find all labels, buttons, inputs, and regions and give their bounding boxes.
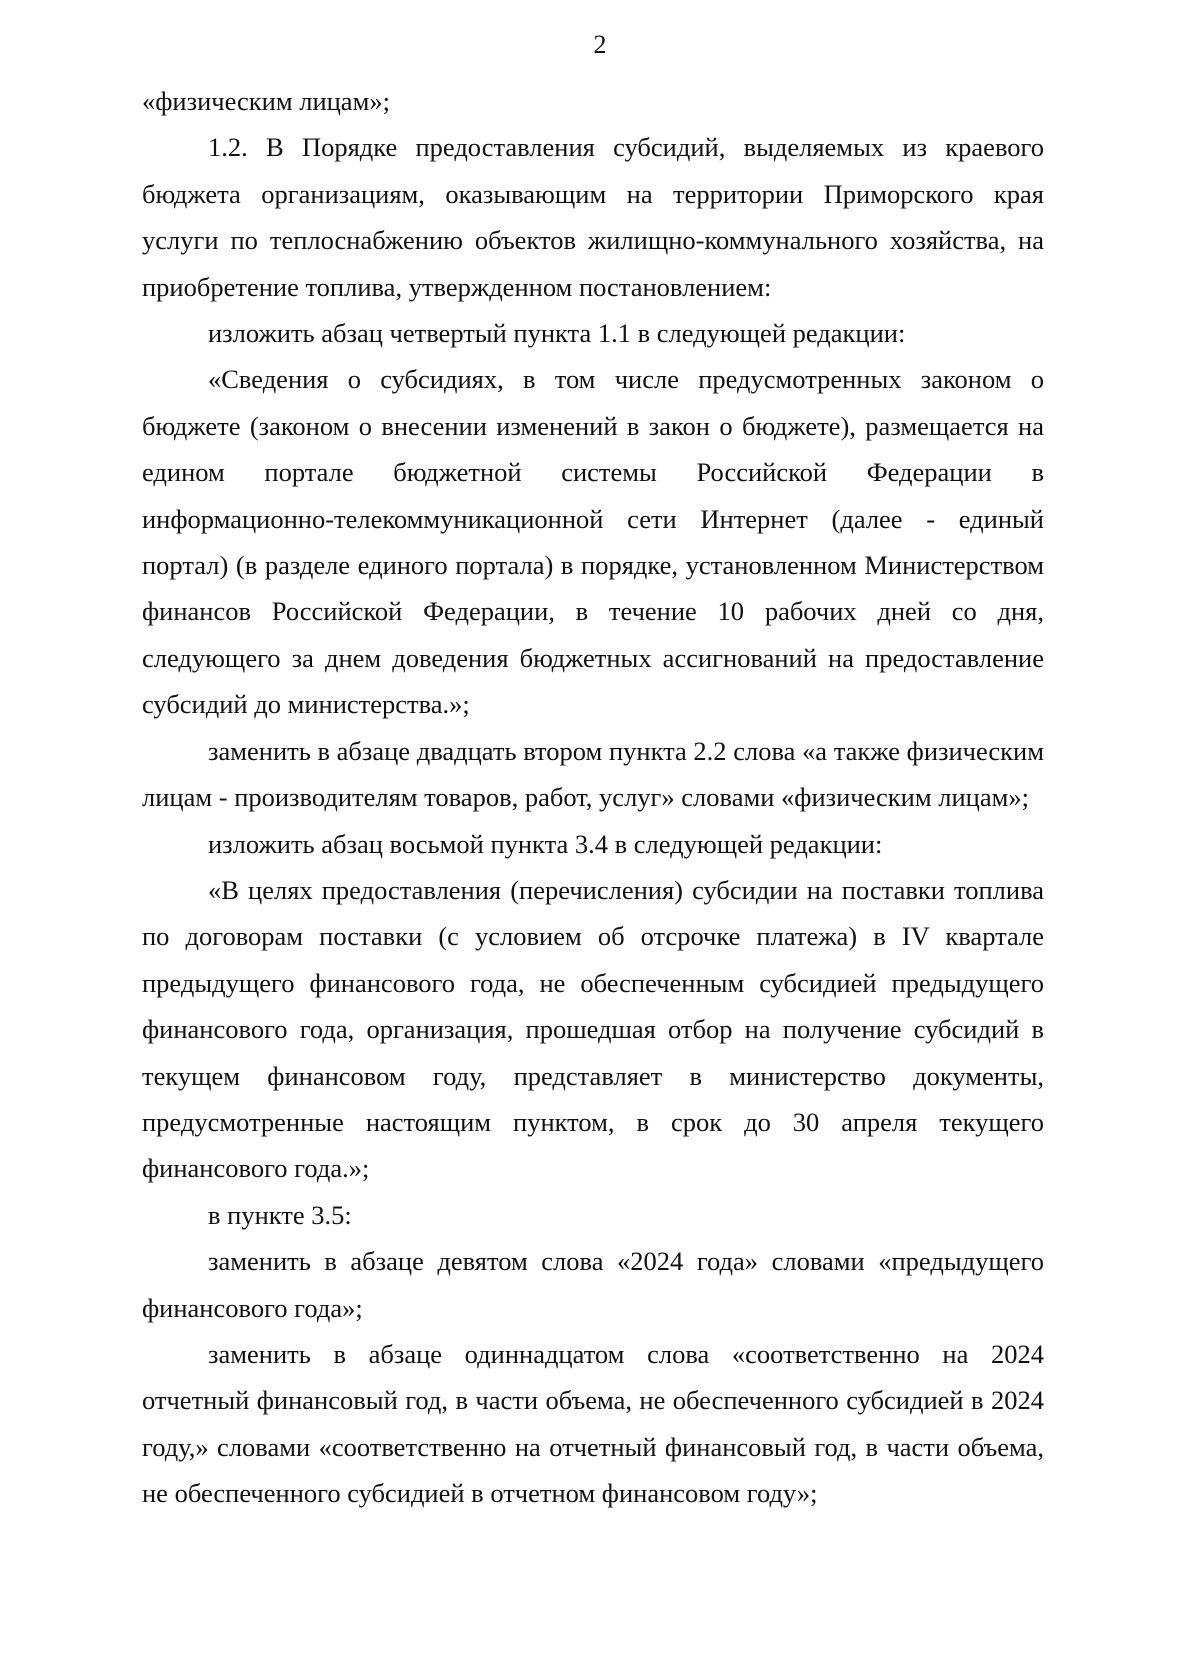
paragraph-quote-fuel-supply: «В целях предоставления (перечисления) субсидии на поставки топлива по договорам поставки (с условием об отсрочке платежа) в IV квартале предыдущего финансового года, не обеспеченным субсидией предыдущего финансового года, организация, прошедшая отбор на получение субсидий в текущем финансовом году, представляет в министерство документы, предусмотренные настоящим пунктом, в срок до 30 апреля текущего финансового года.»; [142,874,1044,1184]
paragraph-point-3-5: в пункте 3.5: [208,1199,352,1230]
paragraph-continuation: «физическим лицам»; [142,86,390,116]
paragraph-1-2-heading: 1.2. В Порядке предоставления субсидий, выделяемых из краевого бюджета организациям, оказывающим на территории Приморского края услуги по теплоснабжению объектов жилищно-коммунального хозяйства, на приобретение топлива, утвержденном постановлением: [142,132,1044,302]
paragraph-quote-subsidy-info: «Сведения о субсидиях, в том числе предусмотренных законом о бюджете (законом о внесении изменений в закон о бюджете), размещается на едином портале бюджетной системы Российской Федерации в информационно-телекоммуникационной сети Интернет (далее - единый портал) (в разделе единого портала) в порядке, установленном Министерством финансов Российской Федерации, в течение 10 рабочих дней со дня, следующего за днем доведения бюджетных ассигнований на предоставление субсидий до министерства.»; [142,364,1044,720]
document-body [142,78,1044,1517]
page-number: 2 [593,30,607,59]
paragraph-instruction-1-1: изложить абзац четвертый пункта 1.1 в следующей редакции: [208,318,906,349]
paragraph-replace-eleventh: заменить в абзаце одиннадцатом слова «соответственно на 2024 отчетный финансовый год, в части объема, не обеспеченного субсидией в 2024 году,» словами «соответственно на отчетный финансовый год, в части объема, не обеспеченного субсидией в отчетном финансовом году»; [142,1338,1044,1509]
paragraph-instruction-3-4: изложить абзац восьмой пункта 3.4 в следующей редакции: [208,828,883,859]
paragraph-replace-ninth: заменить в абзаце девятом слова «2024 года» словами «предыдущего финансового года»; [142,1246,1044,1323]
paragraph-instruction-2-2: заменить в абзаце двадцать втором пункта 2.2 слова «а также физическим лицам - производителям товаров, работ, услуг» словами «физическим лицам»; [142,735,1044,813]
